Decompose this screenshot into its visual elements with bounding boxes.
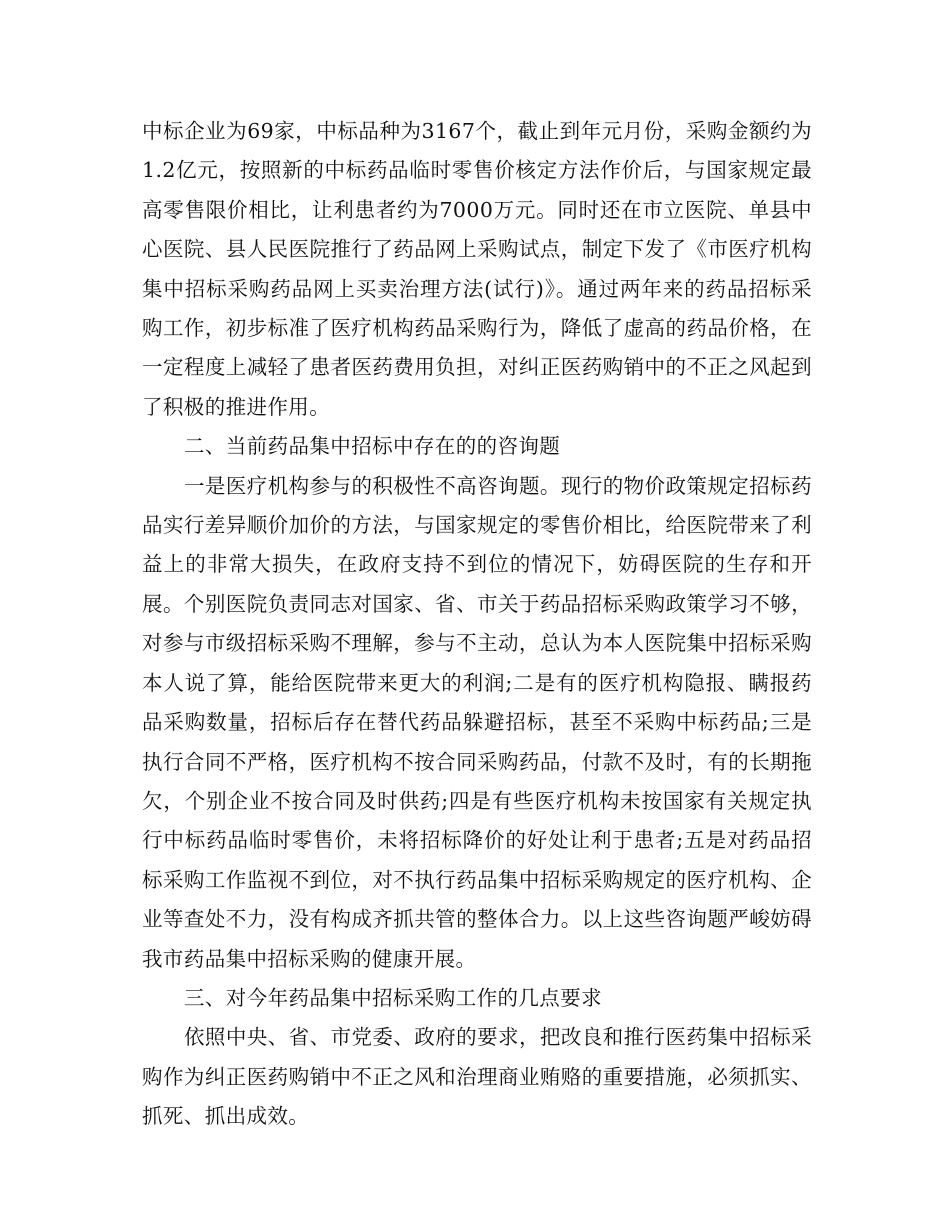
paragraph-continuation: 中标企业为69家，中标品种为3167个，截止到年元月份，采购金额约为1.2亿元，按照新的中标药品临时零售价核定方法作价后，与国家规定最高零售限价相比，让利患者约为7000万元。同时还在市立医院、单县中心医院、县人民医院推行了药品网上采购试点，制定下发了《市医疗机构集中招标采购药品网上买卖治理方法(试行)》。通过两年来的药品招标采购工作，初步标准了医疗机构药品采购行为，降低了虚高的药品价格，在一定程度上减轻了患者医药费用负担，对纠正医药购销中的不正之风起到了积极的推进作用。	[142, 119, 812, 419]
section-heading-2: 二、当前药品集中招标中存在的的咨询题	[184, 434, 561, 459]
paragraph-problems: 一是医疗机构参与的积极性不高咨询题。现行的物价政策规定招标药品实行差异顺价加价的方法，与国家规定的零售价相比，给医院带来了利益上的非常大损失，在政府支持不到位的情况下，妨碍医院的生存和开展。个别医院负责同志对国家、省、市关于药品招标采购政策学习不够，对参与市级招标采购不理解，参与不主动，总认为本人医院集中招标采购本人说了算，能给医院带来更大的利润;二是有的医疗机构隐报、瞒报药品采购数量，招标后存在替代药品躲避招标，甚至不采购中标药品;三是执行合同不严格，医疗机构不按合同采购药品，付款不及时，有的长期拖欠，个别企业不按合同及时供药;四是有些医疗机构未按国家有关规定执行中标药品临时零售价，未将招标降价的好处让利于患者;五是对药品招标采购工作监视不到位，对不执行药品集中招标采购规定的医疗机构、企业等查处不力，没有构成齐抓共管的整体合力。以上这些咨询题严峻妨碍我市药品集中招标采购的健康开展。	[142, 473, 812, 971]
section-heading-3: 三、对今年药品集中招标采购工作的几点要求	[184, 985, 602, 1010]
paragraph-requirements: 依照中央、省、市党委、政府的要求，把改良和推行医药集中招标采购作为纠正医药购销中不正之风和治理商业贿赂的重要措施，必须抓实、抓死、抓出成效。	[142, 1025, 812, 1129]
document-page	[142, 112, 812, 1137]
